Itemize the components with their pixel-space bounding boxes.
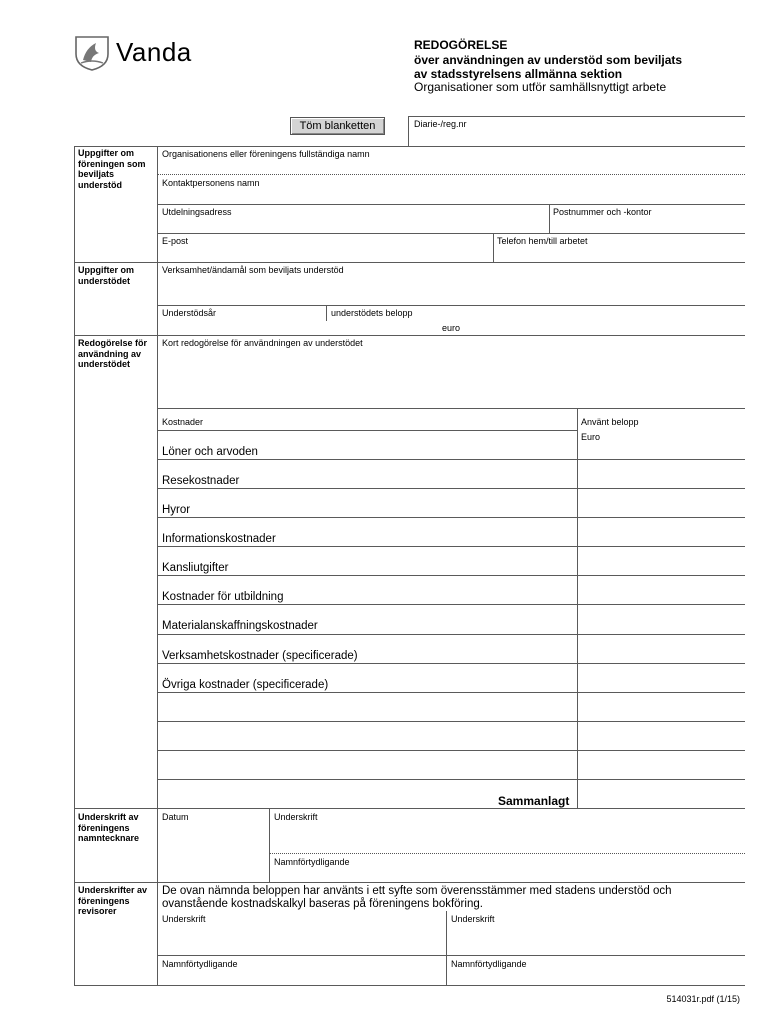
contact-person-label: Kontaktpersonens namn: [162, 178, 260, 188]
total-amount-field[interactable]: [579, 781, 744, 807]
grant-amount-field[interactable]: [328, 319, 438, 333]
signature-field[interactable]: [271, 824, 744, 852]
auditor-2-signature-label: Underskrift: [451, 914, 495, 924]
clear-form-label: Töm blanketten: [299, 120, 376, 132]
cost-extra-row-2[interactable]: [159, 752, 576, 778]
cost-item-travel: Resekostnader: [162, 475, 240, 487]
contact-person-field[interactable]: [159, 189, 744, 203]
cost-amount-materials[interactable]: [579, 606, 744, 633]
auditor-2-name-field[interactable]: [448, 970, 744, 984]
section-association-label: Uppgifter om föreningen som beviljats understöd: [78, 148, 146, 190]
postal-label: Postnummer och -kontor: [553, 207, 652, 217]
cost-amount-operations[interactable]: [579, 636, 744, 662]
form-subtitle: Organisationer som utför samhällsnyttigt arbete: [414, 80, 667, 94]
cost-item-salaries: Löner och arvoden: [162, 446, 258, 458]
cost-amount-office[interactable]: [579, 548, 744, 574]
phone-label: Telefon hem/till arbetet: [497, 236, 588, 246]
address-label: Utdelningsadress: [162, 207, 232, 217]
auditor-2-name-label: Namnförtydligande: [451, 959, 527, 969]
cost-amount-travel[interactable]: [579, 461, 744, 487]
form-title-line-2: över användningen av understöd som beviljats: [414, 53, 683, 67]
diary-number-field[interactable]: [410, 130, 744, 145]
auditor-1-name-field[interactable]: [159, 970, 444, 984]
page-footer: 514031r.pdf (1/15): [666, 994, 740, 1004]
org-name-label: Organisationens eller föreningens fullständiga namn: [162, 149, 370, 159]
cost-amount-other[interactable]: [579, 665, 744, 691]
auditor-statement-line-1: De ovan nämnda beloppen har använts i ett syfte som överensstämmer med stadens understöd och: [162, 885, 672, 897]
email-label: E-post: [162, 236, 189, 246]
purpose-label: Verksamhet/ändamål som beviljats understöd: [162, 265, 344, 275]
cost-extra-amount-1[interactable]: [579, 723, 744, 749]
cost-item-operations: Verksamhetskostnader (specificerade): [162, 650, 358, 662]
signature-label: Underskrift: [274, 812, 318, 822]
cost-item-other: Övriga kostnader (specificerade): [162, 679, 329, 691]
date-field[interactable]: [159, 824, 267, 880]
section-report-label: Redogörelse för användning av understödet: [78, 338, 148, 369]
address-field[interactable]: [159, 218, 547, 232]
cost-amount-salaries[interactable]: [579, 444, 744, 458]
email-field[interactable]: [159, 247, 491, 261]
auditor-1-signature-field[interactable]: [159, 926, 444, 954]
section-grant-label: Uppgifter om understödet: [78, 265, 134, 286]
total-label: Sammanlagt: [498, 794, 570, 808]
org-name-field[interactable]: [159, 160, 744, 174]
phone-field[interactable]: [495, 247, 744, 261]
logo-wordmark: Vanda: [116, 37, 192, 67]
date-label: Datum: [162, 812, 189, 822]
postal-field[interactable]: [551, 218, 744, 232]
vantaa-logo: [72, 34, 112, 72]
clear-form-button[interactable]: [290, 117, 385, 135]
cost-item-office: Kansliutgifter: [162, 562, 229, 574]
auditor-1-name-label: Namnförtydligande: [162, 959, 238, 969]
used-amount-header: Använt belopp: [581, 417, 639, 427]
cost-amount-training[interactable]: [579, 577, 744, 603]
cost-item-materials: Materialanskaffningskostnader: [162, 620, 318, 632]
costs-header: Kostnader: [162, 417, 204, 427]
cost-item-training: Kostnader för utbildning: [162, 591, 284, 603]
section-auditors-label: Underskrifter av föreningens revisorer: [78, 885, 148, 916]
form-title: REDOGÖRELSE: [414, 38, 508, 52]
short-report-label: Kort redogörelse för användningen av understödet: [162, 338, 363, 348]
grant-year-field[interactable]: [159, 319, 325, 333]
name-clarification-field[interactable]: [271, 868, 744, 881]
purpose-field[interactable]: [159, 277, 744, 304]
section-signature-label: Underskrift av föreningens namntecknare: [78, 812, 140, 843]
name-clarification-label: Namnförtydligande: [274, 857, 350, 867]
used-amount-unit: Euro: [581, 432, 601, 442]
auditor-1-signature-label: Underskrift: [162, 914, 206, 924]
cost-item-rent: Hyror: [162, 504, 191, 516]
form-title-line-3: av stadsstyrelsens allmänna sektion: [414, 67, 623, 81]
auditor-statement-line-2: ovanstående kostnadskalkyl baseras på föreningens bokföring.: [162, 898, 483, 910]
cost-item-information: Informationskostnader: [162, 533, 276, 545]
diary-number-label: Diarie-/reg.nr: [414, 119, 467, 129]
grant-amount-label: understödets belopp: [331, 308, 413, 318]
cost-amount-rent[interactable]: [579, 490, 744, 516]
currency-euro-label: euro: [442, 323, 461, 333]
cost-extra-row-1[interactable]: [159, 723, 576, 749]
auditor-2-signature-field[interactable]: [448, 926, 744, 954]
grant-year-label: Understödsår: [162, 308, 217, 318]
coat-of-arms-icon: [72, 34, 112, 72]
cost-extra-amount-2[interactable]: [579, 752, 744, 778]
short-report-field[interactable]: [159, 350, 744, 407]
cost-amount-information[interactable]: [579, 519, 744, 545]
